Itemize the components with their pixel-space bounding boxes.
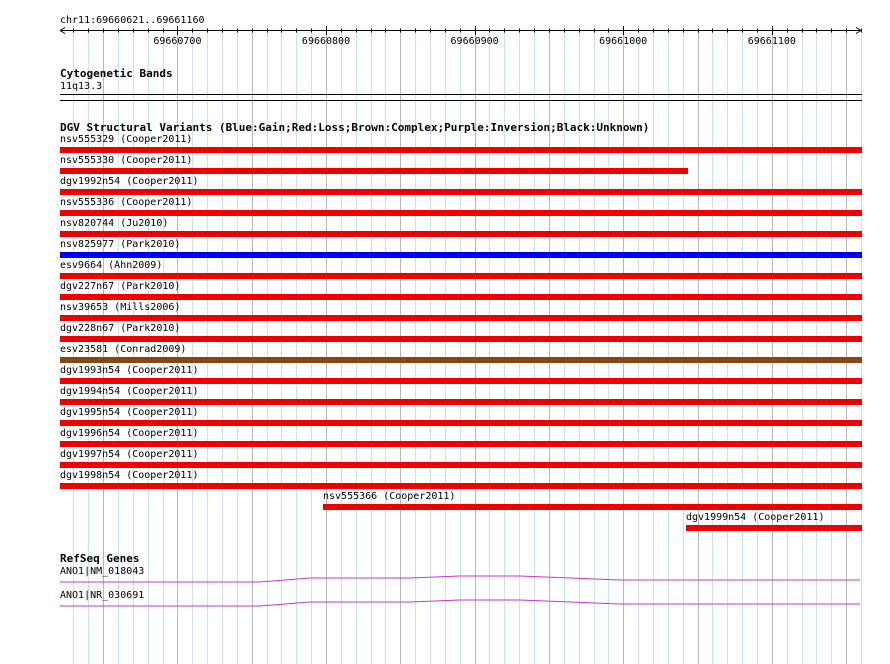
variant-label[interactable]: dgv1993n54 (Cooper2011)	[60, 365, 199, 376]
refseq-gene-track-1	[60, 576, 860, 582]
variant-label[interactable]: dgv1998n54 (Cooper2011)	[60, 470, 199, 481]
variant-label[interactable]: dgv1992n54 (Cooper2011)	[60, 176, 199, 187]
variant-label[interactable]: dgv1994n54 (Cooper2011)	[60, 386, 199, 397]
variant-label[interactable]: dgv1996n54 (Cooper2011)	[60, 428, 199, 439]
ruler-tick-label: 69660800	[301, 36, 351, 47]
variant-label[interactable]: dgv228n67 (Park2010)	[60, 323, 181, 334]
ruler-tick-label: 69661100	[747, 36, 796, 47]
variant-label[interactable]: nsv39653 (Mills2006)	[60, 302, 181, 313]
ruler-title: chr11:69660621..69661160	[60, 15, 205, 26]
variant-label[interactable]: dgv1997n54 (Cooper2011)	[60, 449, 199, 460]
ruler-tick-label: 69660700	[153, 36, 202, 47]
ruler-tick-label: 69660900	[450, 36, 499, 47]
variant-label[interactable]: nsv825977 (Park2010)	[60, 239, 181, 250]
variant-label[interactable]: esv23581 (Conrad2009)	[60, 344, 187, 355]
variant-label[interactable]: nsv555366 (Cooper2011)	[323, 491, 456, 502]
variant-label[interactable]: nsv555330 (Cooper2011)	[60, 155, 193, 166]
refseq-gene-label-2[interactable]: ANO1|NR_030691	[60, 590, 145, 601]
refseq-gene-label-1[interactable]: ANO1|NM_018043	[60, 566, 145, 577]
variant-label[interactable]: nsv555336 (Cooper2011)	[60, 197, 193, 208]
variant-label[interactable]: dgv227n67 (Park2010)	[60, 281, 181, 292]
cytoband-label: 11q13.3	[60, 81, 103, 92]
variant-label[interactable]: dgv1995n54 (Cooper2011)	[60, 407, 199, 418]
refseq-gene-track-2	[60, 600, 860, 606]
cytogenetic-bands-header: Cytogenetic Bands	[60, 67, 173, 80]
dgv-track-header: DGV Structural Variants (Blue:Gain;Red:Loss;Brown:Complex;Purple:Inversion;Black:Unknown)	[60, 121, 650, 134]
variant-label[interactable]: esv9664 (Ahn2009)	[60, 260, 163, 271]
variant-label[interactable]: nsv555329 (Cooper2011)	[60, 134, 193, 145]
refseq-track-header: RefSeq Genes	[60, 552, 140, 565]
variant-label[interactable]: nsv820744 (Ju2010)	[60, 218, 169, 229]
variant-label[interactable]: dgv1999n54 (Cooper2011)	[686, 512, 825, 523]
ruler-tick-label: 69661000	[599, 36, 648, 47]
